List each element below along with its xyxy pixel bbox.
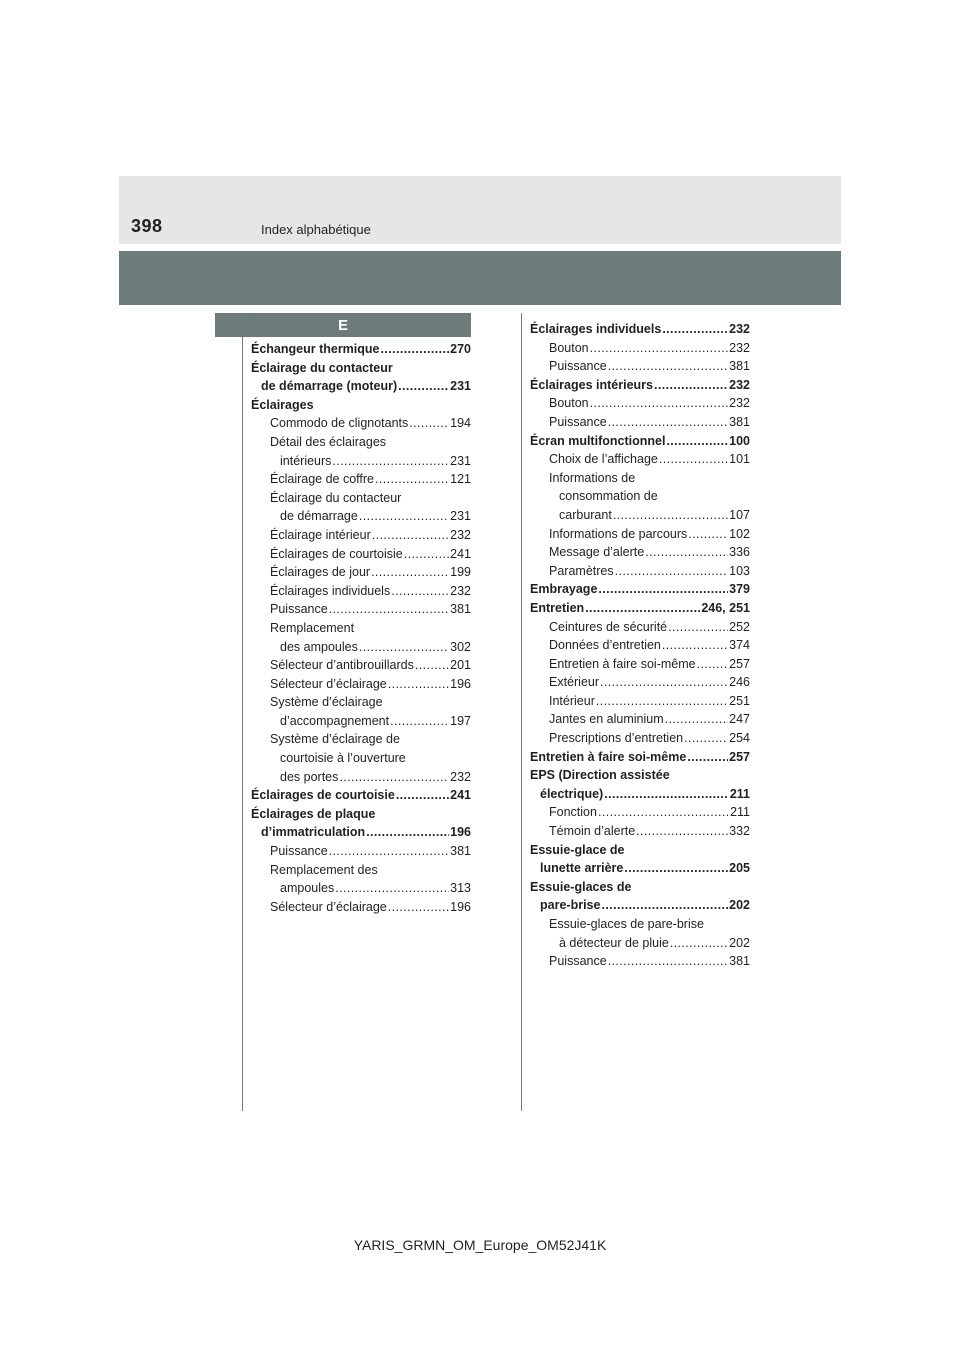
entry-text: Éclairage du contacteur <box>270 490 402 505</box>
entry-text: consommation de <box>559 489 658 504</box>
dot-leader <box>391 582 449 601</box>
page-reference[interactable]: 107 <box>729 507 750 522</box>
dot-leader <box>598 580 728 599</box>
dot-leader <box>645 543 728 562</box>
index-letter-tab <box>215 313 471 337</box>
index-entry <box>530 506 750 525</box>
entry-text: de démarrage <box>280 509 358 524</box>
index-entry <box>251 526 471 545</box>
page-reference[interactable]: 247 <box>729 712 750 727</box>
entry-text: Éclairages de courtoisie <box>270 546 403 561</box>
page-reference[interactable]: 194 <box>450 416 471 431</box>
index-entry <box>530 413 750 432</box>
index-column-right <box>530 320 750 971</box>
index-entry <box>530 952 750 971</box>
page-reference[interactable]: 197 <box>450 713 471 728</box>
entry-text: d’accompagnement <box>280 713 390 728</box>
index-entry <box>530 822 750 841</box>
index-entry <box>530 432 750 451</box>
index-heading-line <box>251 619 471 638</box>
page-reference[interactable]: 381 <box>729 954 750 969</box>
dot-leader <box>600 673 728 692</box>
entry-text: Éclairages intérieurs <box>530 377 653 392</box>
dot-leader <box>670 934 728 953</box>
index-entry <box>530 339 750 358</box>
index-entry <box>530 803 750 822</box>
entry-text: Intérieur <box>549 693 595 708</box>
entry-text: Puissance <box>549 954 607 969</box>
dot-leader <box>668 618 728 637</box>
index-entry <box>530 525 750 544</box>
dot-leader <box>590 394 729 413</box>
page-reference[interactable]: 121 <box>450 472 471 487</box>
entry-text: Détail des éclairages <box>270 434 387 449</box>
index-heading-line <box>530 841 750 860</box>
entry-text: Éclairages de courtoisie <box>251 788 395 803</box>
dot-leader <box>636 822 728 841</box>
entry-text: Éclairage de coffre <box>270 472 374 487</box>
entry-text: carburant <box>559 507 612 522</box>
index-entry <box>530 673 750 692</box>
entry-text: à détecteur de pluie <box>559 935 669 950</box>
index-entry <box>251 879 471 898</box>
dot-leader <box>604 785 729 804</box>
dot-leader <box>332 452 449 471</box>
entry-text: Données d’entretien <box>549 638 661 653</box>
entry-text: Éclairages de plaque <box>251 806 376 821</box>
header-band <box>119 176 841 244</box>
index-entry <box>530 562 750 581</box>
entry-text: Éclairages individuels <box>530 322 662 336</box>
index-entry <box>530 896 750 915</box>
entry-text: Ceintures de sécurité <box>549 619 668 634</box>
entry-text: d’immatriculation <box>261 825 366 840</box>
entry-text: Témoin d’alerte <box>549 824 636 839</box>
index-entry <box>251 414 471 433</box>
page-reference[interactable]: 302 <box>450 639 471 654</box>
dot-leader <box>404 545 449 564</box>
entry-text: Message d’alerte <box>549 545 645 560</box>
dot-leader <box>697 655 729 674</box>
page-reference[interactable]: 100 <box>729 433 750 448</box>
index-entry <box>251 656 471 675</box>
dot-leader <box>598 803 729 822</box>
index-entry <box>530 376 750 395</box>
entry-text: Éclairages individuels <box>270 583 391 598</box>
page-reference[interactable]: 101 <box>729 452 750 467</box>
dot-leader <box>585 599 700 618</box>
entry-text: Puissance <box>270 602 328 617</box>
entry-text: Entretien <box>530 600 585 615</box>
entry-text: Commodo de clignotants <box>270 416 409 431</box>
dot-leader <box>415 656 449 675</box>
page-reference[interactable]: 211 <box>730 805 750 820</box>
dot-leader <box>329 600 449 619</box>
page-reference[interactable]: 231 <box>450 453 471 468</box>
footer-doc-code: YARIS_GRMN_OM_Europe_OM52J41K <box>353 1237 607 1253</box>
index-heading-line <box>251 433 471 452</box>
index-entry <box>530 934 750 953</box>
entry-text: Essuie-glaces de pare-brise <box>549 917 704 931</box>
entry-text: pare-brise <box>540 898 601 913</box>
dot-leader <box>381 340 450 359</box>
entry-text: Puissance <box>549 414 607 429</box>
page-reference[interactable]: 103 <box>729 563 750 578</box>
index-entry <box>530 710 750 729</box>
dot-leader <box>398 377 449 396</box>
page-reference[interactable]: 231 <box>450 379 471 394</box>
entry-text: Essuie-glaces de <box>530 879 632 894</box>
dot-leader <box>388 898 449 917</box>
page-reference[interactable]: 232 <box>729 340 750 355</box>
entry-text: Extérieur <box>549 675 600 690</box>
dot-leader <box>359 638 449 657</box>
entry-text: de démarrage (moteur) <box>261 379 398 394</box>
entry-text: Remplacement des <box>270 862 378 877</box>
index-heading-line <box>251 396 471 415</box>
page-reference[interactable]: 241 <box>450 788 471 803</box>
entry-text: des portes <box>280 769 339 784</box>
entry-text: Essuie-glace de <box>530 842 625 857</box>
entry-text: courtoisie à l’ouverture <box>280 751 406 766</box>
page-reference[interactable]: 374 <box>729 638 750 653</box>
dot-leader <box>608 952 728 971</box>
page-reference[interactable]: 232 <box>450 583 471 598</box>
dot-leader <box>396 786 449 805</box>
index-entry <box>251 545 471 564</box>
dot-leader <box>366 823 449 842</box>
dot-leader <box>608 357 728 376</box>
dot-leader <box>590 339 729 358</box>
entry-text: Bouton <box>549 396 589 411</box>
index-entry <box>530 357 750 376</box>
dot-leader <box>659 450 728 469</box>
page-reference[interactable]: 232 <box>729 377 750 392</box>
page-reference[interactable]: 252 <box>729 619 750 634</box>
page-reference[interactable]: 196 <box>450 676 471 691</box>
index-heading-line <box>530 766 750 785</box>
dot-leader <box>662 636 728 655</box>
entry-text: Puissance <box>549 359 607 374</box>
index-entry <box>251 712 471 731</box>
page-reference[interactable]: 381 <box>450 844 471 859</box>
page-reference[interactable]: 211 <box>729 786 750 801</box>
dot-leader <box>688 525 728 544</box>
entry-text: Écran multifonctionnel <box>530 433 666 448</box>
dot-leader <box>601 896 728 915</box>
index-letter: E <box>337 316 348 334</box>
page-reference[interactable]: 205 <box>729 861 750 876</box>
page-reference[interactable]: 232 <box>450 527 471 542</box>
index-heading-line <box>251 749 471 768</box>
dot-leader <box>375 470 449 489</box>
page-number: 398 <box>131 216 163 236</box>
index-entry <box>530 729 750 748</box>
entry-text: Puissance <box>270 844 328 859</box>
dot-leader <box>371 563 449 582</box>
entry-text: Éclairages <box>251 397 314 412</box>
index-heading-line <box>530 915 750 934</box>
index-heading-line <box>530 878 750 897</box>
index-entry <box>530 748 750 767</box>
entry-text: Embrayage <box>530 582 598 597</box>
page-reference[interactable]: 202 <box>729 935 750 950</box>
entry-text: Entretien à faire soi-même <box>549 656 696 671</box>
entry-text: intérieurs <box>280 453 332 468</box>
index-entry <box>530 636 750 655</box>
page-reference[interactable]: 381 <box>729 414 750 429</box>
dot-leader <box>666 432 728 451</box>
dot-leader <box>596 692 728 711</box>
index-entry <box>251 563 471 582</box>
dot-leader <box>687 748 728 767</box>
section-title: Index alphabétique <box>261 222 371 237</box>
page-reference[interactable]: 313 <box>450 881 471 896</box>
index-entry <box>251 377 471 396</box>
index-entry <box>251 638 471 657</box>
entry-text: EPS (Direction assistée <box>530 768 670 783</box>
entry-text: des ampoules <box>280 639 358 654</box>
page-reference[interactable]: 232 <box>729 322 750 336</box>
entry-text: Bouton <box>549 340 589 355</box>
page-reference[interactable]: 201 <box>450 658 471 673</box>
index-entry <box>530 859 750 878</box>
page-reference[interactable]: 257 <box>729 749 750 764</box>
index-heading-line <box>251 861 471 880</box>
page-reference[interactable]: 102 <box>729 526 750 541</box>
right-column-divider <box>521 313 522 1111</box>
page-reference[interactable]: 381 <box>729 359 750 374</box>
entry-text: Prescriptions d’entretien <box>549 731 684 746</box>
index-entry <box>251 786 471 805</box>
entry-text: Informations de <box>549 470 636 485</box>
page-reference[interactable]: 231 <box>450 509 471 524</box>
index-heading-line <box>251 359 471 378</box>
page-reference[interactable]: 241 <box>450 546 471 561</box>
entry-text: Informations de parcours <box>549 526 688 541</box>
page-reference[interactable]: 246 <box>729 675 750 690</box>
index-entry <box>251 582 471 601</box>
dot-leader <box>662 320 728 339</box>
entry-text: Fonction <box>549 805 597 820</box>
dot-leader <box>665 710 728 729</box>
dot-leader <box>388 675 449 694</box>
entry-text: Éclairage du contacteur <box>251 360 393 375</box>
entry-text: Entretien à faire soi-même <box>530 749 687 764</box>
page-reference[interactable]: 251 <box>729 693 750 708</box>
page-reference[interactable]: 336 <box>729 545 750 560</box>
index-entry <box>530 320 750 339</box>
page-reference[interactable]: 257 <box>729 656 750 671</box>
index-heading-line <box>251 805 471 824</box>
index-heading-line <box>251 693 471 712</box>
index-heading-line <box>530 469 750 488</box>
dot-leader <box>359 507 449 526</box>
dot-leader <box>372 526 449 545</box>
page-reference[interactable]: 196 <box>450 899 471 914</box>
page-reference[interactable]: 246, 251 <box>701 600 750 615</box>
index-entry <box>530 543 750 562</box>
dot-leader <box>339 768 449 787</box>
dot-leader <box>624 859 728 878</box>
page-reference[interactable]: 202 <box>729 898 750 913</box>
entry-text: Jantes en aluminium <box>549 712 664 727</box>
entry-text: ampoules <box>280 881 335 896</box>
dot-leader <box>615 562 729 581</box>
entry-text: lunette arrière <box>540 861 624 876</box>
index-entry <box>251 507 471 526</box>
entry-text: Remplacement <box>270 620 355 635</box>
dot-leader <box>654 376 728 395</box>
index-entry <box>251 600 471 619</box>
index-entry <box>251 452 471 471</box>
index-entry <box>530 618 750 637</box>
page-reference[interactable]: 232 <box>729 396 750 411</box>
page-reference[interactable]: 332 <box>729 824 750 839</box>
index-heading-line <box>251 730 471 749</box>
entry-text: Sélecteur d’éclairage <box>270 676 387 691</box>
index-entry <box>530 450 750 469</box>
entry-text: Sélecteur d’éclairage <box>270 899 387 914</box>
entry-text: Système d’éclairage <box>270 695 383 710</box>
index-entry <box>530 692 750 711</box>
entry-text: Choix de l’affichage <box>549 452 658 467</box>
index-entry <box>251 768 471 787</box>
page-reference[interactable]: 254 <box>729 731 750 746</box>
dot-leader <box>613 506 728 525</box>
dot-leader <box>390 712 449 731</box>
index-heading-line <box>251 489 471 508</box>
index-entry <box>251 675 471 694</box>
page-reference[interactable]: 379 <box>729 582 750 597</box>
index-entry <box>251 898 471 917</box>
header-dark-band <box>119 251 841 305</box>
index-entry <box>251 340 471 359</box>
index-entry <box>530 580 750 599</box>
dot-leader <box>684 729 728 748</box>
entry-text: Paramètres <box>549 563 614 578</box>
index-entry <box>530 394 750 413</box>
page-reference[interactable]: 232 <box>450 769 471 784</box>
dot-leader <box>329 842 449 861</box>
page-reference[interactable]: 199 <box>450 565 471 580</box>
entry-text: Système d’éclairage de <box>270 732 400 747</box>
index-column-left <box>251 340 471 916</box>
dot-leader <box>409 414 449 433</box>
dot-leader <box>335 879 449 898</box>
left-column-divider <box>242 313 243 1111</box>
entry-text: Éclairages de jour <box>270 565 371 580</box>
index-entry <box>530 655 750 674</box>
index-entry <box>251 823 471 842</box>
entry-text: Éclairage intérieur <box>270 527 371 542</box>
index-heading-line <box>530 487 750 506</box>
page-reference[interactable]: 270 <box>450 342 471 356</box>
page-reference[interactable]: 196 <box>450 825 471 840</box>
entry-text: Échangeur thermique <box>251 342 380 356</box>
entry-text: électrique) <box>540 786 604 801</box>
entry-text: Sélecteur d’antibrouillards <box>270 658 414 673</box>
index-entry <box>530 599 750 618</box>
index-entry <box>530 785 750 804</box>
index-entry <box>251 470 471 489</box>
index-entry <box>251 842 471 861</box>
dot-leader <box>608 413 728 432</box>
page-reference[interactable]: 381 <box>450 602 471 617</box>
